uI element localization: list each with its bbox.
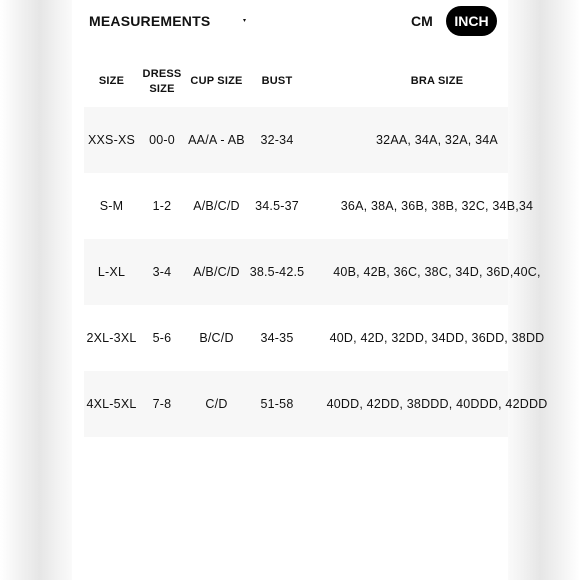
column-header-dress-size: DRESS SIZE [142,67,182,95]
cell-bust: 32-34 [260,133,294,147]
cell-dress-size: 7-8 [152,397,172,411]
table-row [84,371,548,437]
measurements-dropdown[interactable]: MEASUREMENTS [89,13,211,29]
column-header-bust: BUST [261,75,293,87]
table-header [84,56,508,107]
column-header-size: SIZE [98,75,125,87]
cell-cup-size: AA/A - AB [188,133,245,147]
cell-bra-size: 40D, 42D, 32DD, 34DD, 36DD, 38DD [329,331,545,345]
cell-bra-size: 40DD, 42DD, 38DDD, 40DDD, 42DDD [326,397,548,411]
cell-cup-size: A/B/C/D [193,199,240,213]
cell-bra-size: 32AA, 34A, 32A, 34A [376,133,498,147]
cell-dress-size: 1-2 [152,199,172,213]
cell-cup-size: C/D [205,397,228,411]
cell-size: L-XL [97,265,126,279]
size-table [84,56,548,437]
cell-cup-size: A/B/C/D [193,265,240,279]
table-body [84,107,548,437]
cell-bust: 34.5-37 [255,199,299,213]
cell-bust: 51-58 [260,397,294,411]
chevron-down-icon[interactable]: ▾ [243,18,247,24]
column-header-bra-size: BRA SIZE [410,75,464,87]
cell-size: XXS-XS [87,133,136,147]
cell-dress-size: 5-6 [152,331,172,345]
cell-bra-size: 36A, 38A, 36B, 38B, 32C, 34B,34 [340,199,534,213]
table-row [84,305,545,371]
size-guide-header [72,0,508,42]
size-guide-panel [72,0,548,580]
unit-cm-button[interactable]: CM [411,13,433,29]
cell-size: 2XL-3XL [86,331,137,345]
table-row [84,239,541,305]
cell-size: 4XL-5XL [86,397,137,411]
table-row [84,107,508,173]
cell-bra-size: 40B, 42B, 36C, 38C, 34D, 36D,40C, [333,265,541,279]
cell-dress-size: 3-4 [152,265,172,279]
unit-inch-button[interactable]: INCH [446,6,497,36]
cell-size: S-M [99,199,124,213]
cell-bust: 34-35 [260,331,294,345]
page-shadow-left [0,0,72,580]
cell-bust: 38.5-42.5 [249,265,305,279]
cell-cup-size: B/C/D [199,331,234,345]
cell-dress-size: 00-0 [149,133,175,147]
table-row [84,173,534,239]
column-header-cup-size: CUP SIZE [190,75,243,87]
